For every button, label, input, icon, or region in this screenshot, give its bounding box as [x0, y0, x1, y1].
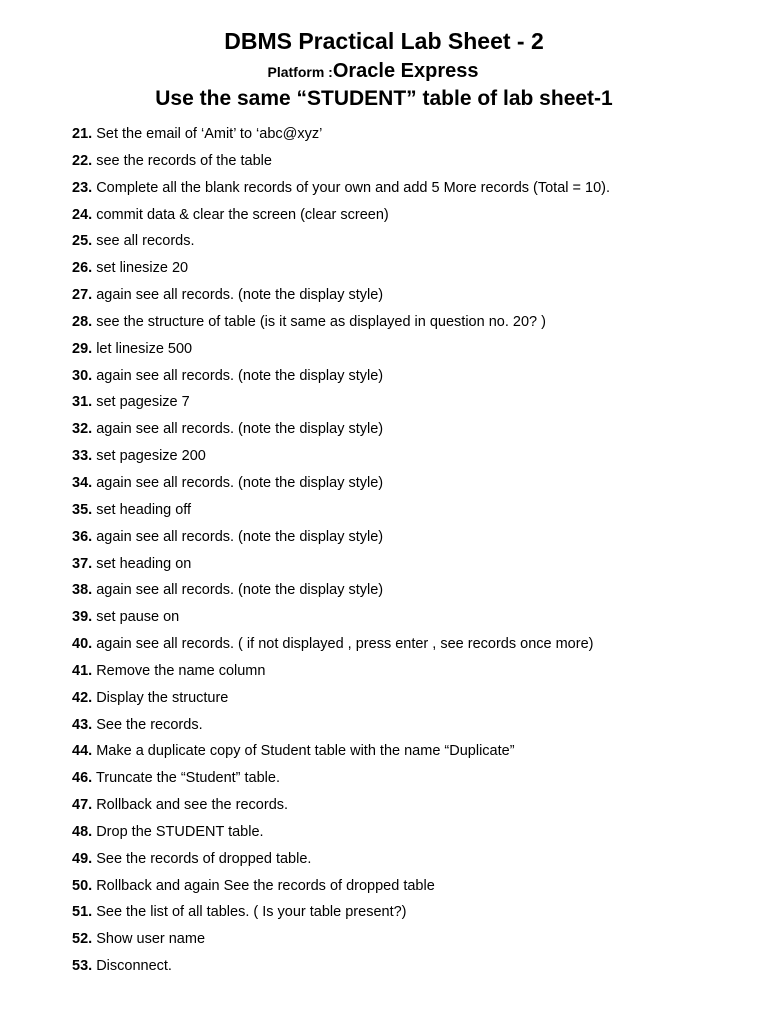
list-item: [72, 740, 752, 767]
item-number: 35.: [72, 501, 93, 518]
item-number: 34.: [72, 474, 93, 491]
list-item: [72, 767, 752, 794]
list-item: [72, 633, 752, 660]
list-item: [72, 821, 752, 848]
list-item: [72, 204, 752, 231]
item-number: 36.: [72, 528, 93, 545]
item-text: See the records of dropped table.: [96, 850, 312, 867]
item-number: 43.: [72, 716, 93, 733]
item-text: set heading off: [96, 501, 192, 518]
item-number: 26.: [72, 260, 93, 277]
item-text: Display the structure: [96, 689, 229, 706]
item-number: 50.: [72, 877, 93, 894]
item-number: 22.: [72, 152, 93, 169]
item-text: set pagesize 200: [96, 448, 206, 465]
item-number: 30.: [72, 367, 93, 384]
item-number: 23.: [72, 179, 93, 196]
item-text: Rollback and again See the records of dropped table: [96, 877, 435, 894]
item-text: set pagesize 7: [96, 394, 190, 411]
list-item: [72, 472, 752, 499]
list-item: [72, 687, 752, 714]
item-number: 27.: [72, 287, 93, 304]
item-number: 29.: [72, 340, 93, 357]
list-item: [72, 499, 752, 526]
item-number: 24.: [72, 206, 93, 223]
item-text: again see all records. (note the display style): [96, 421, 384, 438]
item-number: 21.: [72, 126, 93, 142]
item-number: 48.: [72, 823, 93, 840]
item-number: 31.: [72, 394, 93, 411]
list-item: [72, 928, 752, 955]
item-text: Set the email of ‘Amit’ to ‘abc@xyz’: [96, 126, 323, 142]
list-item: [72, 257, 752, 284]
item-text: set pause on: [96, 609, 180, 626]
item-number: 33.: [72, 448, 93, 465]
list-item: [72, 338, 752, 365]
item-text: again see all records. (note the display style): [96, 474, 384, 491]
list-item: [72, 553, 752, 580]
item-text: Drop the STUDENT table.: [96, 823, 264, 840]
list-item: [72, 177, 752, 204]
list-item: [72, 365, 752, 392]
list-item: [72, 418, 752, 445]
item-text: again see all records. (note the display style): [96, 528, 384, 545]
list-item: [72, 311, 752, 338]
item-number: 44.: [72, 743, 93, 760]
item-number: 47.: [72, 797, 93, 814]
list-item: [72, 150, 752, 177]
list-item: [72, 579, 752, 606]
item-number: 49.: [72, 850, 93, 867]
platform-label: Platform :: [267, 64, 333, 80]
list-item: [72, 123, 752, 150]
list-item: [72, 955, 752, 982]
item-text: Make a duplicate copy of Student table with the name “Duplicate”: [96, 743, 515, 760]
item-text: set linesize 20: [96, 260, 189, 277]
list-item: [72, 445, 752, 472]
list-item: [72, 901, 752, 928]
list-item: [72, 875, 752, 902]
item-text: let linesize 500: [96, 340, 193, 357]
list-item: [72, 660, 752, 687]
item-text: See the records.: [96, 716, 203, 733]
item-number: 32.: [72, 421, 93, 438]
list-item: [72, 526, 752, 553]
item-number: 53.: [72, 958, 93, 975]
item-text: see the records of the table: [96, 152, 272, 169]
item-text: again see all records. (note the display style): [96, 367, 384, 384]
exercise-list: [72, 123, 752, 982]
list-item: [72, 230, 752, 257]
item-text: Complete all the blank records of your own and add 5 More records (Total = 10).: [96, 179, 611, 196]
platform-value: Oracle Express: [332, 60, 479, 82]
item-number: 52.: [72, 931, 93, 948]
item-number: 41.: [72, 662, 93, 679]
item-number: 37.: [72, 555, 93, 572]
item-number: 46.: [72, 770, 93, 787]
item-text: again see all records. (note the display style): [96, 582, 384, 599]
list-item: [72, 391, 752, 418]
list-item: [72, 606, 752, 633]
document-title: DBMS Practical Lab Sheet - 2: [224, 28, 544, 54]
list-item: [72, 794, 752, 821]
list-item: [72, 714, 752, 741]
item-text: see the structure of table (is it same as displayed in question no. 20? ): [96, 313, 546, 330]
item-text: Show user name: [96, 931, 206, 948]
item-text: Remove the name column: [96, 662, 266, 679]
item-number: 28.: [72, 313, 93, 330]
item-text: See the list of all tables. ( Is your table present?): [96, 904, 407, 921]
list-item: [72, 848, 752, 875]
item-text: set heading on: [96, 555, 192, 572]
list-item: [72, 284, 752, 311]
item-text: see all records.: [96, 233, 195, 250]
platform-line: [0, 59, 746, 85]
document-subtitle: Use the same “STUDENT” table of lab sheet-1: [155, 87, 613, 110]
item-number: 25.: [72, 233, 93, 250]
item-text: again see all records. ( if not displayed , press enter , see records once more): [96, 636, 594, 653]
item-text: Truncate the “Student” table.: [95, 770, 280, 787]
item-number: 38.: [72, 582, 93, 599]
item-number: 39.: [72, 609, 93, 626]
item-text: Rollback and see the records.: [96, 797, 289, 814]
item-text: again see all records. (note the display style): [96, 287, 384, 304]
item-text: Disconnect.: [96, 958, 172, 975]
item-number: 51.: [72, 904, 93, 921]
item-number: 42.: [72, 689, 93, 706]
item-number: 40.: [72, 636, 93, 653]
item-text: commit data & clear the screen (clear screen): [96, 206, 389, 223]
